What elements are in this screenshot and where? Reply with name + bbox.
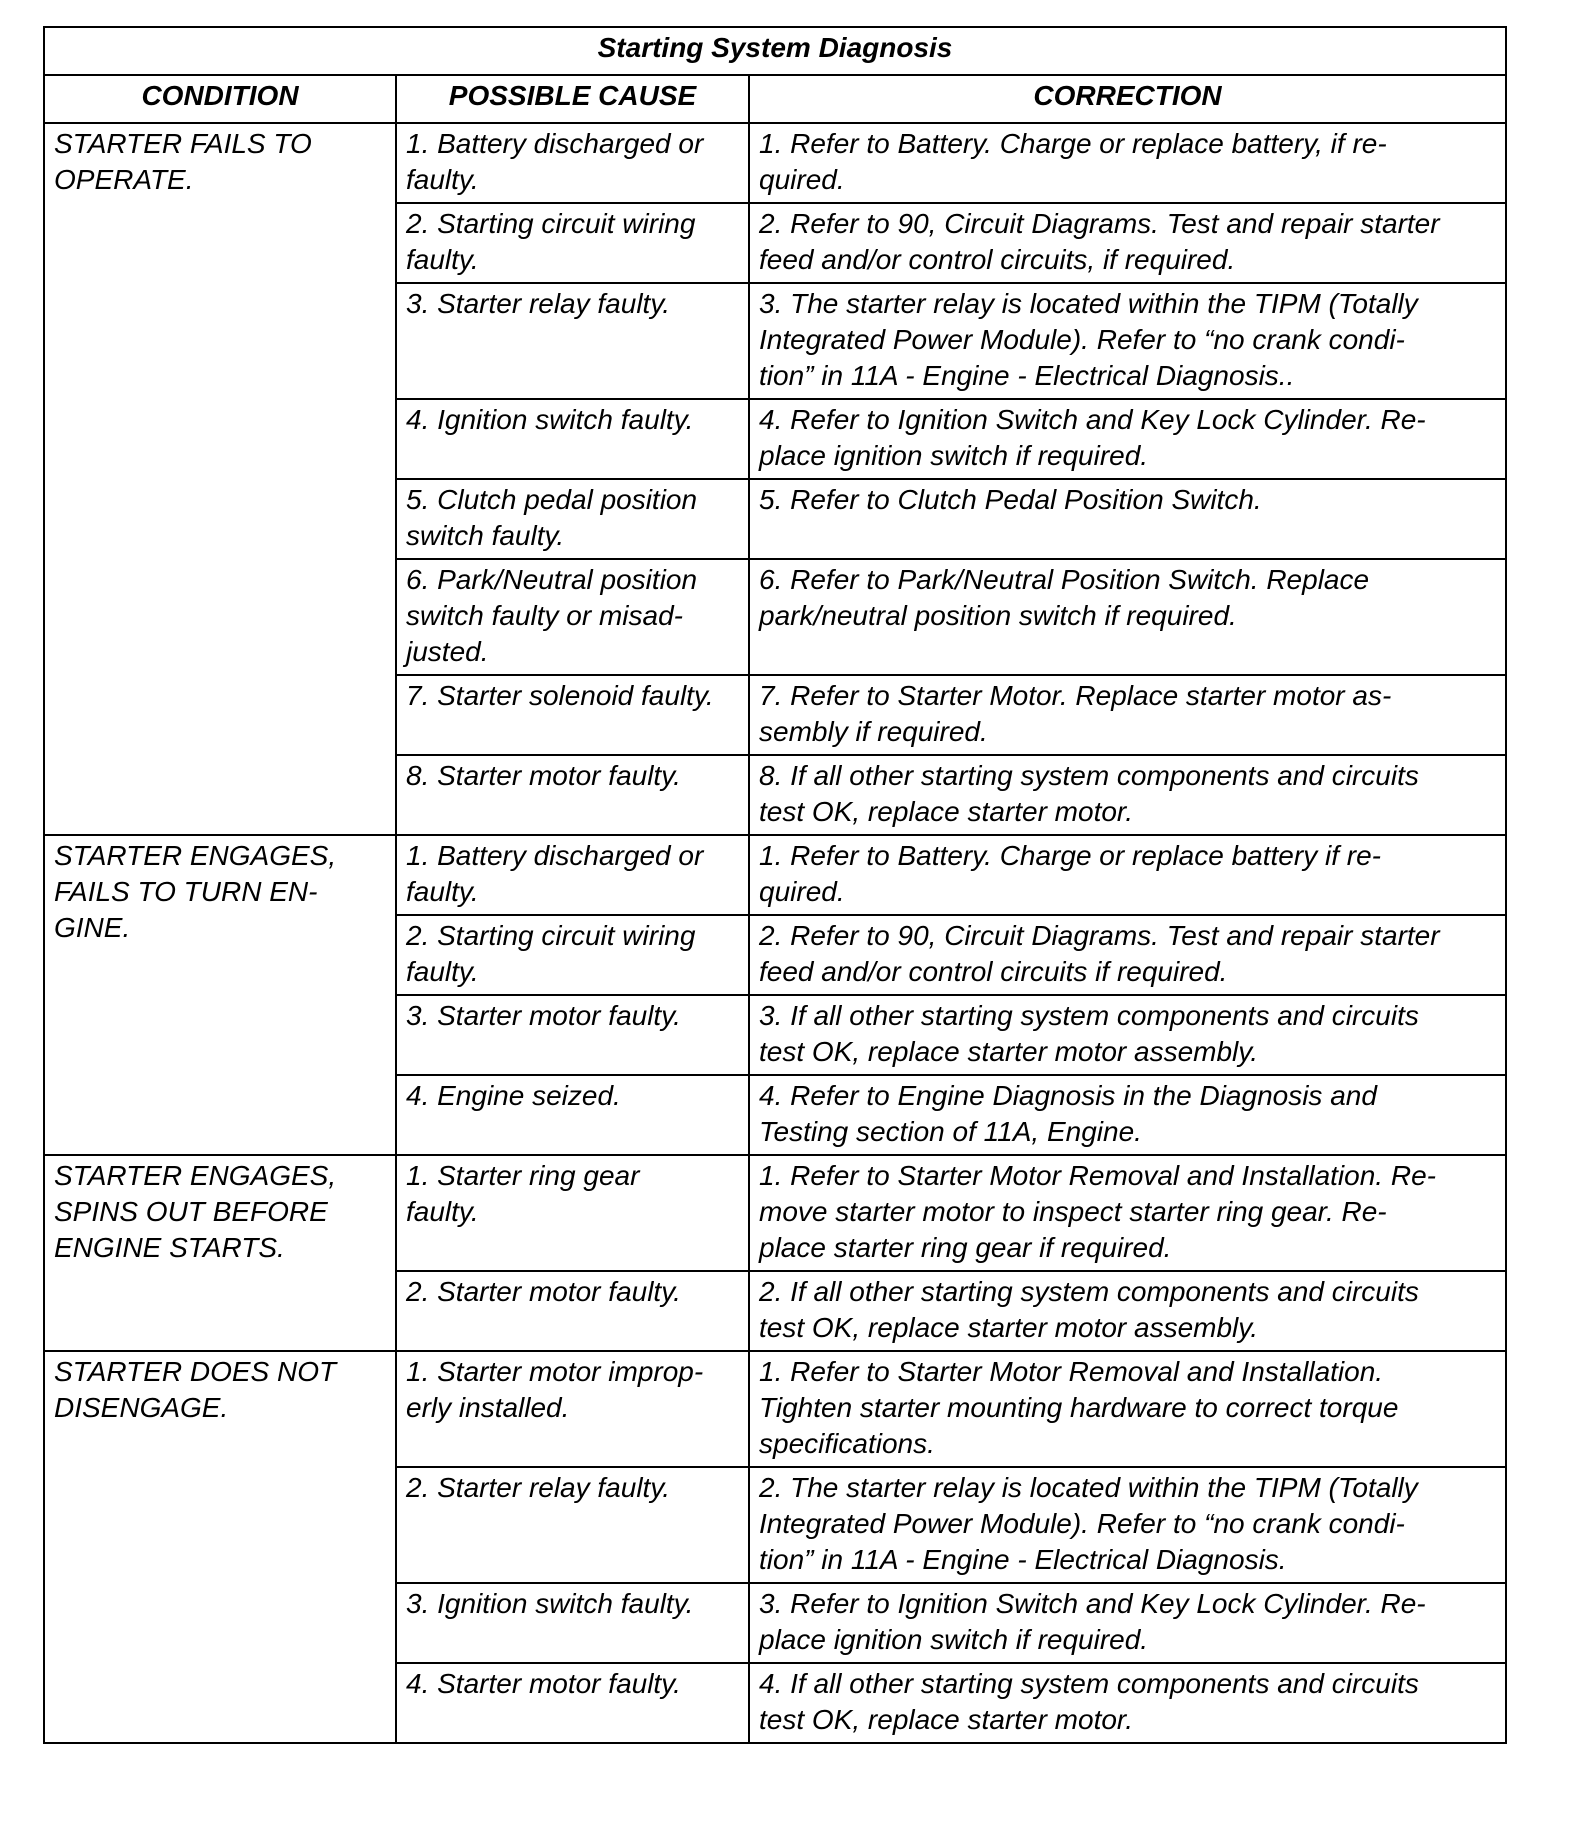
possible-cause-cell: 3. Starter relay faulty. [396, 283, 749, 399]
correction-cell: 8. If all other starting system components and circuits test OK, replace starter motor. [749, 755, 1506, 835]
possible-cause-cell: 3. Starter motor faulty. [396, 995, 749, 1075]
possible-cause-cell: 3. Ignition switch faulty. [396, 1583, 749, 1663]
correction-cell: 1. Refer to Starter Motor Removal and Installation. Re- move starter motor to inspect starter ring gear. Re- place starter ring gear if required. [749, 1155, 1506, 1271]
possible-cause-cell: 2. Starter motor faulty. [396, 1271, 749, 1351]
correction-cell: 6. Refer to Park/Neutral Position Switch. Replace park/neutral position switch if required. [749, 559, 1506, 675]
correction-cell: 3. If all other starting system components and circuits test OK, replace starter motor assembly. [749, 995, 1506, 1075]
possible-cause-cell: 2. Starting circuit wiring faulty. [396, 915, 749, 995]
possible-cause-cell: 1. Battery discharged or faulty. [396, 835, 749, 915]
table-row [44, 1351, 1506, 1467]
possible-cause-cell: 4. Ignition switch faulty. [396, 399, 749, 479]
condition-cell: STARTER DOES NOT DISENGAGE. [44, 1351, 396, 1743]
table-row [44, 1155, 1506, 1271]
table-body [44, 123, 1506, 1743]
correction-cell: 2. Refer to 90, Circuit Diagrams. Test and repair starter feed and/or control circuits if required. [749, 915, 1506, 995]
correction-cell: 4. Refer to Ignition Switch and Key Lock Cylinder. Re- place ignition switch if required. [749, 399, 1506, 479]
correction-cell: 2. The starter relay is located within the TIPM (Totally Integrated Power Module). Refer to “no crank condi- tion” in 11A - Engine - Electrical Diagnosis. [749, 1467, 1506, 1583]
correction-cell: 3. Refer to Ignition Switch and Key Lock Cylinder. Re- place ignition switch if required. [749, 1583, 1506, 1663]
correction-cell: 4. Refer to Engine Diagnosis in the Diagnosis and Testing section of 11A, Engine. [749, 1075, 1506, 1155]
table-row [44, 835, 1506, 915]
possible-cause-cell: 8. Starter motor faulty. [396, 755, 749, 835]
correction-cell: 7. Refer to Starter Motor. Replace starter motor as- sembly if required. [749, 675, 1506, 755]
table-title: Starting System Diagnosis [44, 27, 1506, 75]
possible-cause-cell: 7. Starter solenoid faulty. [396, 675, 749, 755]
correction-cell: 1. Refer to Battery. Charge or replace battery if re- quired. [749, 835, 1506, 915]
correction-cell: 3. The starter relay is located within the TIPM (Totally Integrated Power Module). Refer to “no crank condi- tion” in 11A - Engine - Electrical Diagnosis.. [749, 283, 1506, 399]
possible-cause-cell: 1. Battery discharged or faulty. [396, 123, 749, 203]
correction-cell: 5. Refer to Clutch Pedal Position Switch. [749, 479, 1506, 559]
possible-cause-cell: 1. Starter motor improp- erly installed. [396, 1351, 749, 1467]
condition-cell: STARTER FAILS TO OPERATE. [44, 123, 396, 835]
possible-cause-cell: 5. Clutch pedal position switch faulty. [396, 479, 749, 559]
diagnosis-table [43, 26, 1507, 1744]
correction-cell: 1. Refer to Battery. Charge or replace battery, if re- quired. [749, 123, 1506, 203]
possible-cause-cell: 2. Starter relay faulty. [396, 1467, 749, 1583]
possible-cause-cell: 4. Starter motor faulty. [396, 1663, 749, 1743]
condition-cell: STARTER ENGAGES, SPINS OUT BEFORE ENGINE STARTS. [44, 1155, 396, 1351]
possible-cause-cell: 2. Starting circuit wiring faulty. [396, 203, 749, 283]
possible-cause-cell: 4. Engine seized. [396, 1075, 749, 1155]
correction-cell: 2. Refer to 90, Circuit Diagrams. Test and repair starter feed and/or control circuits, if required. [749, 203, 1506, 283]
possible-cause-cell: 6. Park/Neutral position switch faulty or misad- justed. [396, 559, 749, 675]
table-row [44, 123, 1506, 203]
correction-cell: 1. Refer to Starter Motor Removal and Installation. Tighten starter mounting hardware to correct torque specifications. [749, 1351, 1506, 1467]
condition-cell: STARTER ENGAGES, FAILS TO TURN EN- GINE. [44, 835, 396, 1155]
header-correction: CORRECTION [749, 75, 1506, 123]
correction-cell: 4. If all other starting system components and circuits test OK, replace starter motor. [749, 1663, 1506, 1743]
header-possible-cause: POSSIBLE CAUSE [396, 75, 749, 123]
possible-cause-cell: 1. Starter ring gear faulty. [396, 1155, 749, 1271]
header-condition: CONDITION [44, 75, 396, 123]
correction-cell: 2. If all other starting system components and circuits test OK, replace starter motor assembly. [749, 1271, 1506, 1351]
